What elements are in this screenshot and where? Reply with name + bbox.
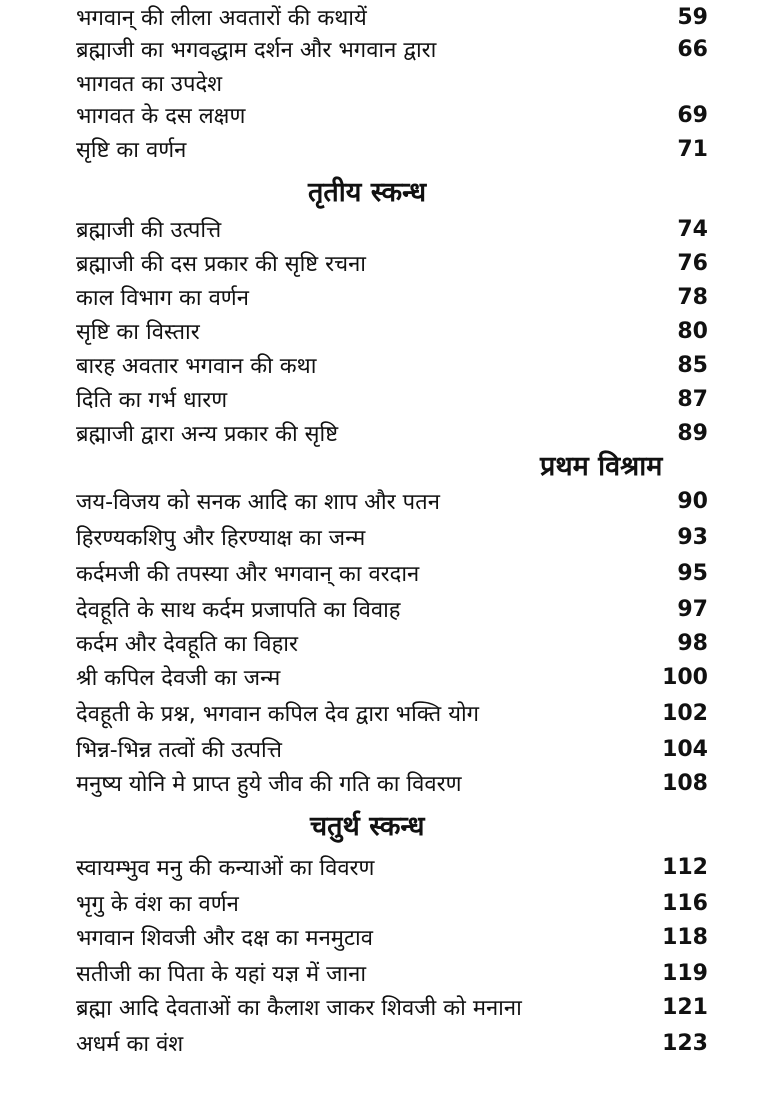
entry-page-number: 71 (677, 136, 708, 162)
entry-title: हिरण्यकशिपु और हिरण्याक्ष का जन्म (76, 526, 366, 551)
entry-page-number: 123 (662, 1030, 708, 1056)
toc-entry (76, 766, 708, 800)
entry-title: भगवान् की लीला अवतारों की कथायें (76, 6, 367, 31)
entry-title: देवहूती के प्रश्न, भगवान कपिल देव द्वारा भक्ति योग (76, 702, 480, 727)
entry-title: भिन्न-भिन्न तत्वों की उत्पत्ति (76, 738, 282, 763)
entry-page-number: 102 (662, 700, 708, 726)
entry-page-number: 90 (677, 488, 708, 514)
entry-title: कर्दम और देवहूति का विहार (76, 632, 298, 657)
entry-page-number: 100 (662, 664, 708, 690)
toc-entry (76, 520, 708, 554)
entry-title: भगवान शिवजी और दक्ष का मनमुटाव (76, 926, 373, 951)
entry-page-number: 69 (677, 102, 708, 128)
entry-title: ब्रह्माजी का भगवद्धाम दर्शन और भगवान द्वारा (76, 38, 437, 63)
toc-entry (76, 556, 708, 590)
toc-entry (76, 484, 708, 518)
entry-title: ब्रह्माजी की दस प्रकार की सृष्टि रचना (76, 252, 367, 277)
toc-entry (76, 990, 708, 1024)
toc-entry (76, 626, 708, 660)
entry-page-number: 98 (677, 630, 708, 656)
entry-page-number: 59 (677, 4, 708, 30)
entry-title: मनुष्य योनि मे प्राप्त हुये जीव की गति का विवरण (76, 772, 462, 797)
toc-entry (76, 850, 708, 884)
toc-entry (76, 0, 708, 34)
toc-entry (76, 660, 708, 694)
entry-title: काल विभाग का वर्णन (76, 286, 249, 311)
entry-title: कर्दमजी की तपस्या और भगवान् का वरदान (76, 562, 420, 587)
toc-entry (76, 132, 708, 166)
entry-page-number: 116 (662, 890, 708, 916)
entry-page-number: 74 (677, 216, 708, 242)
toc-entry (76, 956, 708, 990)
entry-title: सतीजी का पिता के यहां यज्ञ में जाना (76, 962, 367, 987)
entry-title: स्वायम्भुव मनु की कन्याओं का विवरण (76, 856, 375, 881)
entry-page-number: 80 (677, 318, 708, 344)
entry-page-number: 85 (677, 352, 708, 378)
toc-entry (76, 314, 708, 348)
entry-title: ब्रह्मा आदि देवताओं का कैलाश जाकर शिवजी को मनाना (76, 996, 522, 1021)
section-heading-chaturth-skandh: चतुर्थ स्कन्ध (310, 811, 425, 842)
toc-entry (76, 1026, 708, 1060)
entry-title: सृष्टि का वर्णन (76, 138, 187, 163)
entry-title: अधर्म का वंश (76, 1032, 184, 1057)
entry-page-number: 66 (677, 36, 708, 62)
entry-page-number: 87 (677, 386, 708, 412)
entry-title: जय-विजय को सनक आदि का शाप और पतन (76, 490, 440, 515)
entry-page-number: 97 (677, 596, 708, 622)
toc-entry (76, 246, 708, 280)
toc-entry (76, 98, 708, 132)
entry-title: सृष्टि का विस्तार (76, 320, 200, 345)
entry-page-number: 121 (662, 994, 708, 1020)
entry-title: दिति का गर्भ धारण (76, 388, 228, 413)
toc-entry (76, 696, 708, 730)
toc-entry (76, 592, 708, 626)
toc-entry (76, 348, 708, 382)
toc-entry (76, 416, 708, 450)
entry-title: श्री कपिल देवजी का जन्म (76, 666, 281, 691)
entry-title: ब्रह्माजी की उत्पत्ति (76, 218, 222, 243)
entry-page-number: 118 (662, 924, 708, 950)
entry-page-number: 119 (662, 960, 708, 986)
toc-entry (76, 32, 708, 66)
toc-entry (76, 212, 708, 246)
entry-page-number: 112 (662, 854, 708, 880)
section-heading-pratham-vishram: प्रथम विश्राम (540, 451, 663, 482)
entry-title: ब्रह्माजी द्वारा अन्य प्रकार की सृष्टि (76, 422, 339, 447)
entry-title: बारह अवतार भगवान की कथा (76, 354, 317, 379)
entry-title: भृगु के वंश का वर्णन (76, 892, 239, 917)
toc-entry (76, 382, 708, 416)
toc-entry (76, 280, 708, 314)
entry-page-number: 108 (662, 770, 708, 796)
entry-page-number: 89 (677, 420, 708, 446)
toc-entry (76, 920, 708, 954)
entry-page-number: 78 (677, 284, 708, 310)
toc-entry-continuation (76, 66, 708, 100)
entry-page-number: 76 (677, 250, 708, 276)
entry-page-number: 95 (677, 560, 708, 586)
entry-page-number: 93 (677, 524, 708, 550)
section-heading-tritiya-skandh: तृतीय स्कन्ध (308, 177, 427, 208)
entry-title: भागवत का उपदेश (76, 72, 223, 97)
toc-entry (76, 732, 708, 766)
entry-title: भागवत के दस लक्षण (76, 104, 246, 129)
entry-title: देवहूति के साथ कर्दम प्रजापति का विवाह (76, 598, 401, 623)
entry-page-number: 104 (662, 736, 708, 762)
toc-entry (76, 886, 708, 920)
